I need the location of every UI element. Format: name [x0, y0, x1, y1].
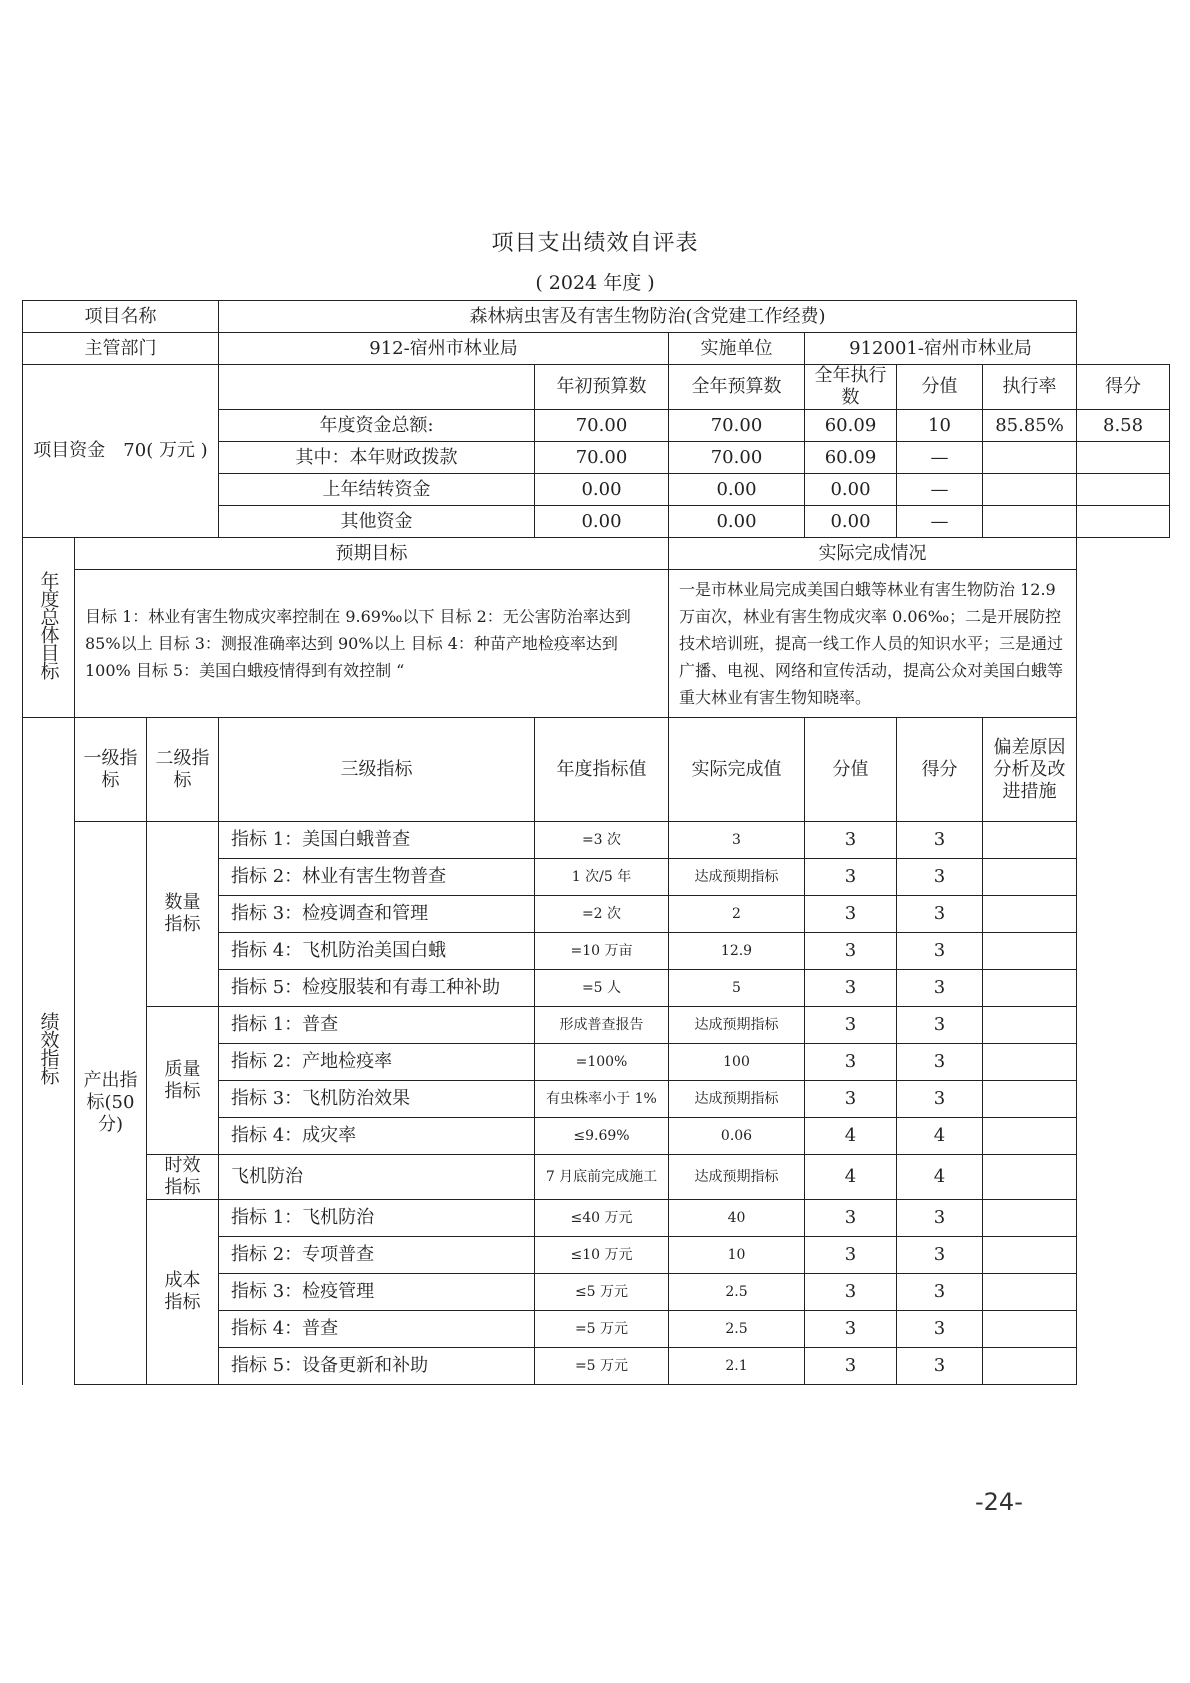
actual-value: 达成预期指标 [669, 859, 805, 896]
score: 4 [897, 1118, 983, 1155]
actual-value: 12.9 [669, 933, 805, 970]
level1-label: 产出指标(50分) [75, 822, 147, 1385]
level3-name: 指标 5：检疫服装和有毒工种补助 [219, 970, 535, 1007]
goals-header-row [23, 538, 1170, 570]
goals-section-text: 年度总体目标 [37, 570, 60, 679]
level3-name: 指标 1：飞机防治 [219, 1200, 535, 1237]
actual-result-header: 实际完成情况 [669, 538, 1077, 570]
dept-value: 912-宿州市林业局 [219, 333, 669, 365]
impl-label: 实施单位 [669, 333, 805, 365]
header-target: 年度指标值 [535, 718, 669, 822]
funds-row-executed: 60.09 [805, 410, 897, 442]
actual-value: 达成预期指标 [669, 1007, 805, 1044]
level3-name: 指标 3：飞机防治效果 [219, 1081, 535, 1118]
performance-table [22, 300, 1170, 1385]
level2-label: 质量指标 [147, 1007, 219, 1155]
target-value: ≤5 万元 [535, 1274, 669, 1311]
level3-name: 指标 4：普查 [219, 1311, 535, 1348]
indicator-row [23, 822, 1170, 859]
level3-name: 指标 4：成灾率 [219, 1118, 535, 1155]
score-value: 3 [805, 1274, 897, 1311]
impl-value: 912001-宿州市林业局 [805, 333, 1077, 365]
actual-value: 100 [669, 1044, 805, 1081]
project-name-label: 项目名称 [23, 301, 219, 333]
score-value: 3 [805, 970, 897, 1007]
funds-row-score-value: — [897, 506, 983, 538]
project-name-row [23, 301, 1170, 333]
funds-row-initial: 70.00 [535, 410, 669, 442]
level3-name: 指标 2：专项普查 [219, 1237, 535, 1274]
score: 3 [897, 859, 983, 896]
score-value: 3 [805, 1237, 897, 1274]
level2-label: 数量指标 [147, 822, 219, 1007]
score-value: 3 [805, 933, 897, 970]
target-value: =5 万元 [535, 1348, 669, 1385]
funds-row-score-value: 10 [897, 410, 983, 442]
deviation-note [983, 970, 1077, 1007]
header-score: 得分 [897, 718, 983, 822]
header-level1: 一级指标 [75, 718, 147, 822]
deviation-note [983, 1155, 1077, 1200]
score-value: 4 [805, 1118, 897, 1155]
funds-header-score-value: 分值 [897, 365, 983, 410]
deviation-note [983, 1044, 1077, 1081]
funds-header-executed: 全年执行数 [805, 365, 897, 410]
target-value: 有虫株率小于 1% [535, 1081, 669, 1118]
target-value: =3 次 [535, 822, 669, 859]
indicator-row [23, 1007, 1170, 1044]
funds-row-score-value: — [897, 474, 983, 506]
score-value: 3 [805, 859, 897, 896]
dept-row [23, 333, 1170, 365]
deviation-note [983, 1274, 1077, 1311]
level3-name: 指标 3：检疫管理 [219, 1274, 535, 1311]
target-value: ≤9.69% [535, 1118, 669, 1155]
deviation-note [983, 1200, 1077, 1237]
funds-row-rate: 85.85% [983, 410, 1077, 442]
deviation-note [983, 933, 1077, 970]
funds-row-score [1077, 474, 1170, 506]
score: 3 [897, 933, 983, 970]
actual-value: 达成预期指标 [669, 1155, 805, 1200]
score: 3 [897, 896, 983, 933]
score-value: 4 [805, 1155, 897, 1200]
actual-value: 0.06 [669, 1118, 805, 1155]
indicators-section-label [23, 718, 75, 1385]
actual-result-text: 一是市林业局完成美国白蛾等林业有害生物防治 12.9 万亩次，林业有害生物成灾率 0.06‰；二是开展防控技术培训班，提高一线工作人员的知识水平；三是通过广播、电视、网络和宣传活动，提高公众对美国白蛾等重大林业有害生物知晓率。 [669, 570, 1077, 718]
level3-name: 指标 3：检疫调查和管理 [219, 896, 535, 933]
funds-row-rate [983, 442, 1077, 474]
target-value: ≤10 万元 [535, 1237, 669, 1274]
level3-name: 指标 1：普查 [219, 1007, 535, 1044]
document-title: 项目支出绩效自评表 [491, 231, 699, 256]
score: 3 [897, 970, 983, 1007]
deviation-note [983, 1348, 1077, 1385]
expected-goal-header: 预期目标 [75, 538, 669, 570]
score: 3 [897, 1274, 983, 1311]
actual-value: 3 [669, 822, 805, 859]
header-level2: 二级指标 [147, 718, 219, 822]
target-value: =2 次 [535, 896, 669, 933]
score-value: 3 [805, 1081, 897, 1118]
document-year: ( 2024 年度 ) [535, 272, 655, 294]
score: 3 [897, 1311, 983, 1348]
score: 3 [897, 822, 983, 859]
actual-value: 2 [669, 896, 805, 933]
score-value: 3 [805, 1200, 897, 1237]
funds-header-blank [219, 365, 535, 410]
indicator-row [23, 1155, 1170, 1200]
funds-row-executed: 0.00 [805, 474, 897, 506]
funds-row-annual: 0.00 [669, 474, 805, 506]
score: 3 [897, 1044, 983, 1081]
level2-label: 时效指标 [147, 1155, 219, 1200]
project-name-value: 森林病虫害及有害生物防治(含党建工作经费) [219, 301, 1077, 333]
funds-row-rate [983, 506, 1077, 538]
dept-label: 主管部门 [23, 333, 219, 365]
actual-value: 2.5 [669, 1311, 805, 1348]
expected-goal-text: 目标 1：林业有害生物成灾率控制在 9.69‰以下 目标 2：无公害防治率达到 85%以上 目标 3：测报准确率达到 90%以上 目标 4：种苗产地检疫率达到 100% 目标 5：美国白蛾疫情得到有效控制 “ [75, 570, 669, 718]
deviation-note [983, 1237, 1077, 1274]
funds-row-initial: 0.00 [535, 474, 669, 506]
deviation-note [983, 822, 1077, 859]
header-score-value: 分值 [805, 718, 897, 822]
funds-row-executed: 60.09 [805, 442, 897, 474]
funds-row-initial: 0.00 [535, 506, 669, 538]
funds-row-score: 8.58 [1077, 410, 1170, 442]
deviation-note [983, 859, 1077, 896]
score-value: 3 [805, 1311, 897, 1348]
indicator-row [23, 1200, 1170, 1237]
level3-name: 指标 2：林业有害生物普查 [219, 859, 535, 896]
score-value: 3 [805, 1007, 897, 1044]
level3-name: 指标 5：设备更新和补助 [219, 1348, 535, 1385]
target-value: =5 人 [535, 970, 669, 1007]
score: 3 [897, 1007, 983, 1044]
actual-value: 2.1 [669, 1348, 805, 1385]
indicators-section-text: 绩效指标 [37, 1012, 60, 1085]
target-value: =10 万亩 [535, 933, 669, 970]
funds-row-rate [983, 474, 1077, 506]
score-value: 3 [805, 896, 897, 933]
goals-section-label [23, 538, 75, 718]
actual-value: 2.5 [669, 1274, 805, 1311]
score-value: 3 [805, 1348, 897, 1385]
funds-row-annual: 70.00 [669, 410, 805, 442]
level3-name: 指标 4：飞机防治美国白蛾 [219, 933, 535, 970]
actual-value: 达成预期指标 [669, 1081, 805, 1118]
target-value: 形成普查报告 [535, 1007, 669, 1044]
funds-header-annual: 全年预算数 [669, 365, 805, 410]
score: 3 [897, 1081, 983, 1118]
level3-name: 指标 2：产地检疫率 [219, 1044, 535, 1081]
score: 4 [897, 1155, 983, 1200]
score: 3 [897, 1237, 983, 1274]
target-value: =5 万元 [535, 1311, 669, 1348]
funds-header-row [23, 365, 1170, 410]
funds-row-name: 其他资金 [219, 506, 535, 538]
funds-row-score-value: — [897, 442, 983, 474]
level3-name: 指标 1：美国白蛾普查 [219, 822, 535, 859]
funds-header-initial: 年初预算数 [535, 365, 669, 410]
actual-value: 40 [669, 1200, 805, 1237]
funds-label: 项目资金 70( 万元 ) [23, 365, 219, 538]
level2-label: 成本指标 [147, 1200, 219, 1385]
target-value: =100% [535, 1044, 669, 1081]
target-value: 7 月底前完成施工 [535, 1155, 669, 1200]
deviation-note [983, 1118, 1077, 1155]
actual-value: 5 [669, 970, 805, 1007]
target-value: ≤40 万元 [535, 1200, 669, 1237]
level3-name: 飞机防治 [219, 1155, 535, 1200]
funds-row-name: 年度资金总额: [219, 410, 535, 442]
funds-row-name: 上年结转资金 [219, 474, 535, 506]
indicators-header-row [23, 718, 1170, 822]
funds-row-name: 其中：本年财政拨款 [219, 442, 535, 474]
funds-row-score [1077, 442, 1170, 474]
funds-header-score: 得分 [1077, 365, 1170, 410]
funds-row-executed: 0.00 [805, 506, 897, 538]
score-value: 3 [805, 822, 897, 859]
page-number: -24- [975, 1488, 1023, 1516]
score-value: 3 [805, 1044, 897, 1081]
deviation-note [983, 896, 1077, 933]
header-actual: 实际完成值 [669, 718, 805, 822]
actual-value: 10 [669, 1237, 805, 1274]
deviation-note [983, 1081, 1077, 1118]
funds-row-annual: 70.00 [669, 442, 805, 474]
deviation-note [983, 1311, 1077, 1348]
funds-header-rate: 执行率 [983, 365, 1077, 410]
funds-row-score [1077, 506, 1170, 538]
goals-content-row [23, 570, 1170, 718]
header-level3: 三级指标 [219, 718, 535, 822]
header-deviation: 偏差原因分析及改进措施 [983, 718, 1077, 822]
deviation-note [983, 1007, 1077, 1044]
score: 3 [897, 1348, 983, 1385]
funds-row-annual: 0.00 [669, 506, 805, 538]
score: 3 [897, 1200, 983, 1237]
target-value: 1 次/5 年 [535, 859, 669, 896]
funds-row-initial: 70.00 [535, 442, 669, 474]
